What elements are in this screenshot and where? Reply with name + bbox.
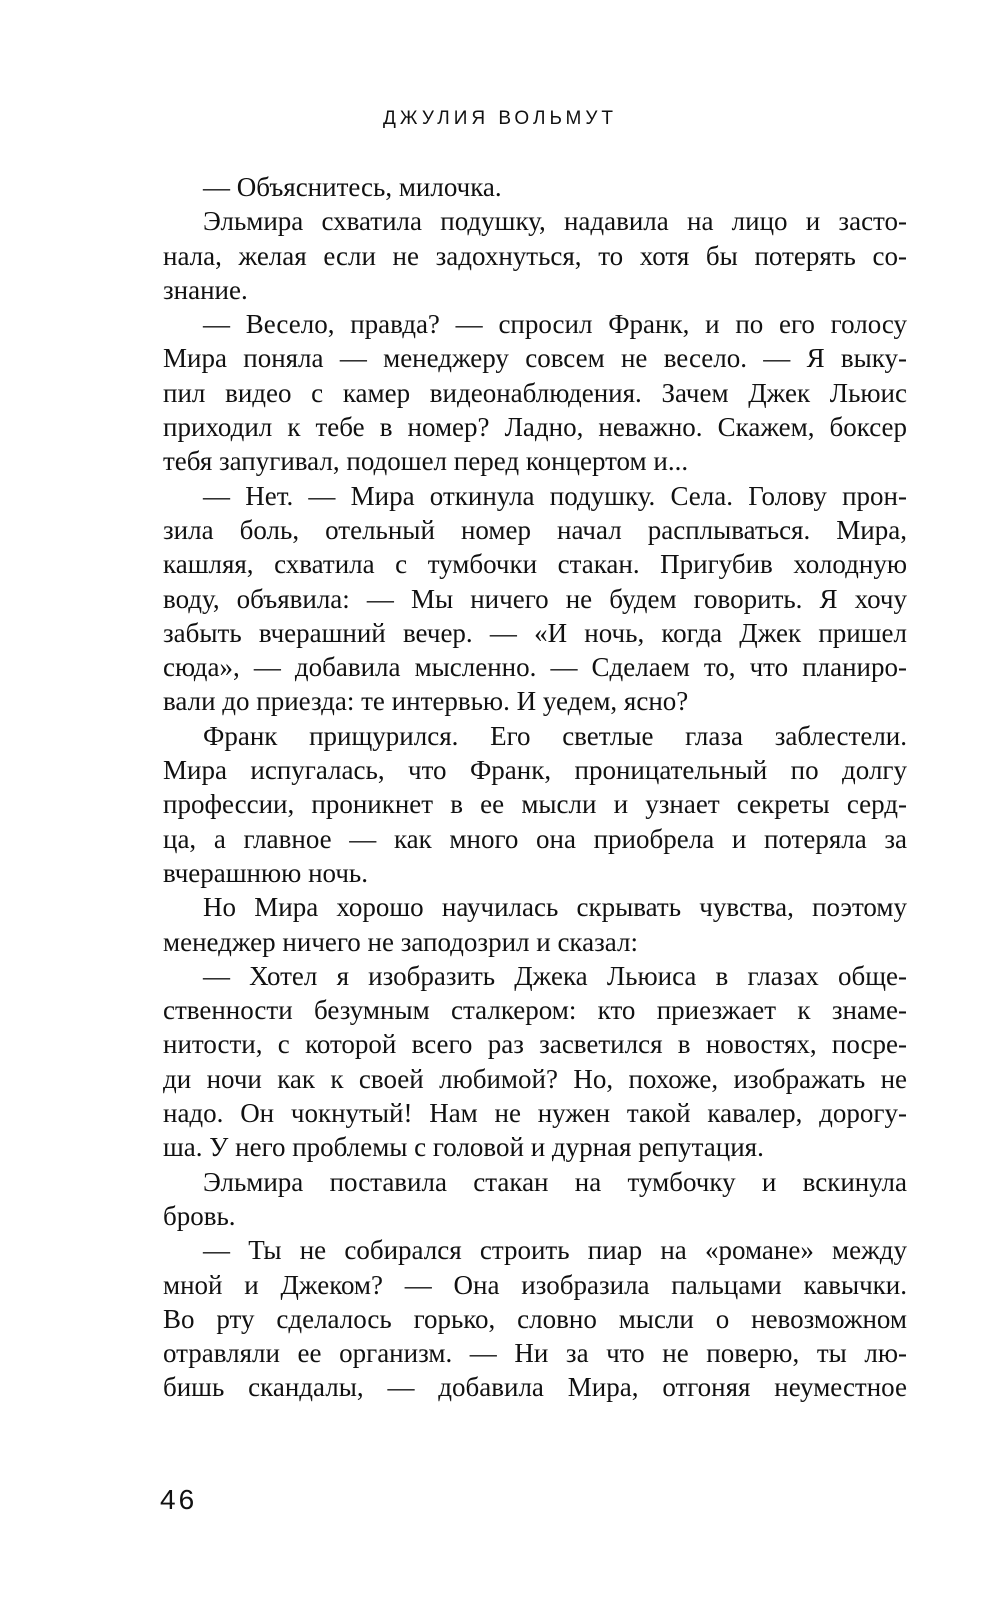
text-line: пил видео с камер видеонаблюдения. Зачем Джек Льюис bbox=[163, 377, 907, 408]
text-line: профессии, проникнет в ее мысли и узнает секреты серд- bbox=[163, 789, 907, 820]
text-line: Эльмира поставила стакан на тумбочку и вскинула bbox=[203, 1166, 907, 1197]
text-line: ца, а главное — как много она приобрела и потеряла за bbox=[163, 823, 907, 854]
text-line: бровь. bbox=[163, 1200, 236, 1231]
text-line: Франк прищурился. Его светлые глаза заблестели. bbox=[203, 720, 907, 751]
text-line: ственности безумным сталкером: кто приезжает к знаме- bbox=[163, 995, 907, 1026]
text-line: ди ночи как к своей любимой? Но, похоже, изображать не bbox=[163, 1063, 907, 1094]
text-line: Мира поняла — менеджеру совсем не весело. — Я выку- bbox=[163, 343, 907, 374]
text-line: бишь скандалы, — добавила Мира, отгоняя неуместное bbox=[163, 1372, 907, 1403]
text-line: Мира испугалась, что Франк, проницательный по долгу bbox=[163, 755, 907, 786]
text-line: вчерашнюю ночь. bbox=[163, 857, 368, 888]
running-header: ДЖУЛИЯ ВОЛЬМУТ bbox=[382, 108, 618, 129]
text-line: нала, желая если не задохнуться, то хотя бы потерять со- bbox=[163, 240, 907, 271]
text-line: воду, объявила: — Мы ничего не будем говорить. Я хочу bbox=[163, 583, 907, 614]
text-line: вали до приезда: те интервью. И уедем, ясно? bbox=[163, 686, 689, 717]
page-number: 46 bbox=[160, 1484, 198, 1515]
text-line: кашляя, схватила с тумбочки стакан. Пригубив холодную bbox=[163, 549, 907, 580]
text-line: ша. У него проблемы с головой и дурная репутация. bbox=[163, 1132, 764, 1163]
text-line: отравляли ее организм. — Ни за что не поверю, ты лю- bbox=[163, 1338, 907, 1369]
text-line: менеджер ничего не заподозрил и сказал: bbox=[163, 926, 638, 957]
page-body-text bbox=[163, 170, 907, 1405]
text-line: — Весело, правда? — спросил Франк, и по его голосу bbox=[203, 309, 907, 340]
text-line: Но Мира хорошо научилась скрывать чувства, поэтому bbox=[203, 892, 907, 923]
text-line: — Ты не собирался строить пиар на «романе» между bbox=[203, 1235, 907, 1266]
text-line: забыть вчерашний вечер. — «И ночь, когда Джек пришел bbox=[163, 617, 907, 648]
text-line: — Хотел я изобразить Джека Льюиса в глазах обще- bbox=[203, 960, 907, 991]
text-line: нитости, с которой всего раз засветился в новостях, посре- bbox=[163, 1029, 907, 1060]
text-line: приходил к тебе в номер? Ладно, неважно. Скажем, боксер bbox=[163, 412, 907, 443]
text-line: знание. bbox=[163, 274, 248, 305]
text-line: Эльмира схватила подушку, надавила на лицо и засто- bbox=[203, 206, 907, 237]
text-line: тебя запугивал, подошел перед концертом и... bbox=[163, 446, 689, 477]
text-line: надо. Он чокнутый! Нам не нужен такой кавалер, дорогу- bbox=[163, 1098, 907, 1129]
text-line: мной и Джеком? — Она изобразила пальцами кавычки. bbox=[163, 1269, 907, 1300]
text-line: — Нет. — Мира откинула подушку. Села. Голову прон- bbox=[203, 480, 907, 511]
text-line: зила боль, отельный номер начал расплываться. Мира, bbox=[163, 514, 907, 545]
text-line: сюда», — добавила мысленно. — Сделаем то, что планиро- bbox=[163, 652, 907, 683]
text-line: — Объяснитесь, милочка. bbox=[203, 172, 502, 202]
text-line: Во рту сделалось горько, словно мысли о невозможном bbox=[163, 1303, 907, 1334]
